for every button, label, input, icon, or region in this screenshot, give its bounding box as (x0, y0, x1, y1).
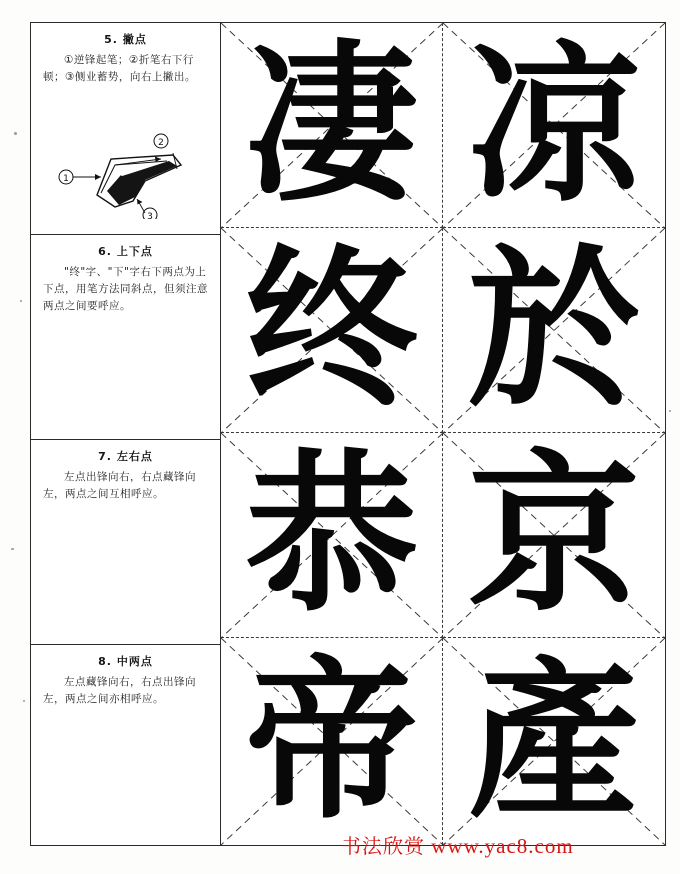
lesson-block-7 (31, 440, 220, 645)
character-glyph: 產 (468, 640, 640, 842)
grid-cell (221, 638, 443, 845)
page-speck (11, 548, 14, 550)
character-glyph: 凄 (245, 24, 418, 225)
lesson-body: 左点出锋向右，右点藏锋向左，两点之间互相呼应。 (43, 471, 196, 500)
character-glyph: 京 (468, 434, 640, 635)
grid-cell (443, 228, 665, 433)
watermark-site-name: 书法欣赏 (341, 834, 425, 858)
lesson-body: 左点藏锋向右，右点出锋向左，两点之间亦相呼应。 (43, 676, 196, 705)
lesson-body: "终"字、"下"字右下两点为上下点，用笔方法同斜点，但须注意两点之间要呼应。 (43, 266, 208, 312)
grid-cell (221, 23, 443, 228)
character-glyph: 终 (245, 229, 418, 430)
lesson-title: 5. 撇点 (104, 33, 147, 46)
svg-text:2: 2 (158, 138, 164, 148)
grid-cell (443, 433, 665, 638)
page-speck (23, 700, 25, 702)
character-glyph: 於 (468, 229, 640, 430)
watermark (341, 830, 574, 859)
lesson-block-5 (31, 23, 220, 235)
grid-cell (221, 433, 443, 638)
character-glyph: 恭 (245, 434, 418, 635)
lesson-title: 7. 左右点 (98, 450, 153, 463)
grid-cell (443, 23, 665, 228)
grid-cell (443, 638, 665, 845)
explanation-column (31, 23, 221, 845)
page-speck (14, 132, 17, 135)
page-speck (20, 300, 22, 302)
stroke-direction-diagram (49, 119, 199, 219)
lesson-title: 6. 上下点 (98, 245, 153, 258)
lesson-block-8 (31, 645, 220, 850)
character-glyph: 帝 (245, 640, 418, 842)
watermark-url: www.yac8.com (431, 834, 574, 858)
svg-text:3: 3 (147, 212, 153, 219)
lesson-body: ①逆锋起笔；②折笔右下行顿；③侧业蓄势，向右上撇出。 (43, 54, 196, 83)
grid-cell (221, 228, 443, 433)
character-grid (221, 23, 665, 845)
page-speck (669, 410, 671, 412)
character-glyph: 凉 (468, 24, 640, 225)
svg-text:1: 1 (63, 174, 69, 184)
lesson-title: 8. 中两点 (98, 655, 153, 668)
lesson-block-6 (31, 235, 220, 440)
